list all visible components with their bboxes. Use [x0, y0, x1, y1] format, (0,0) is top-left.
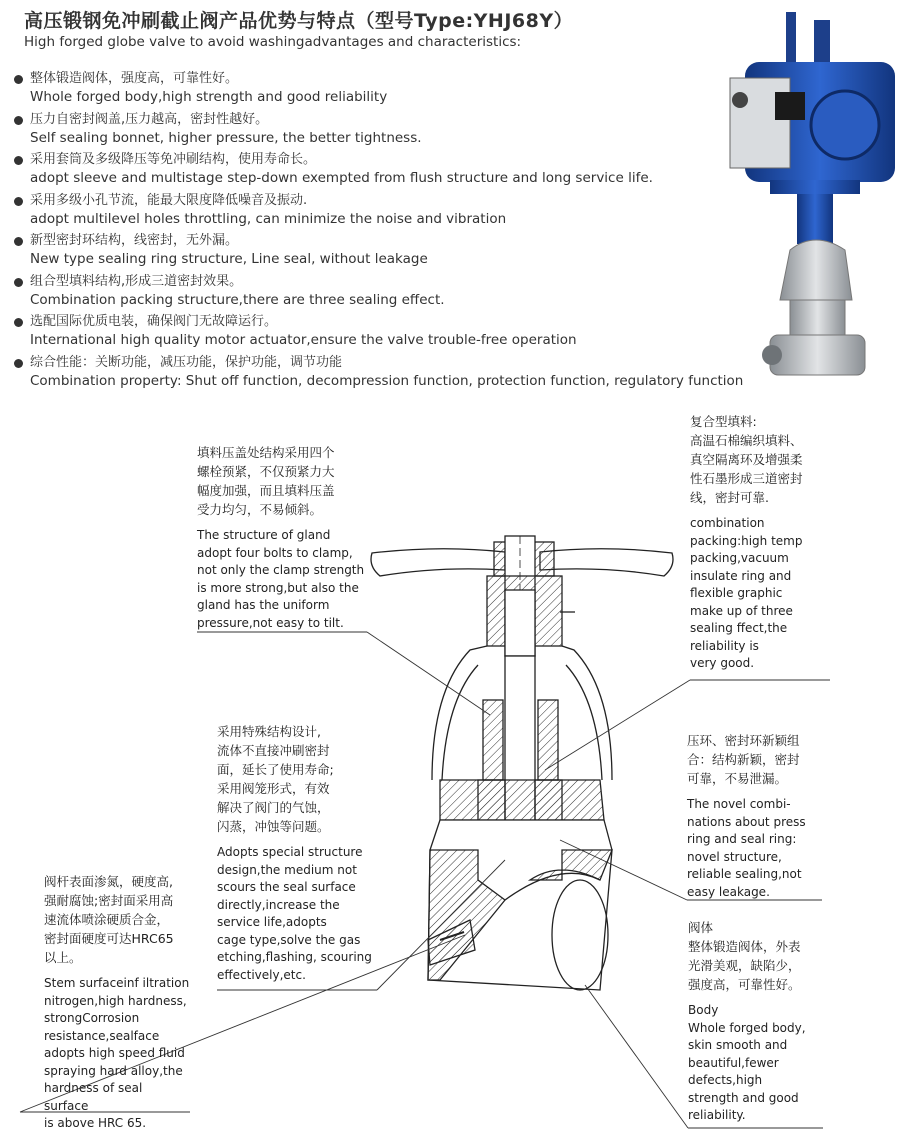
- text-line: 受力均匀，不易倾斜。: [197, 502, 323, 517]
- text-line: spraying hard alloy,the: [44, 1063, 183, 1078]
- text-line: scours the seal surface: [217, 880, 356, 894]
- feature-en: Combination property: Shut off function, decompression function, protection function, regulatory function: [30, 372, 744, 389]
- text-line: 真空隔离环及增强柔: [690, 452, 803, 467]
- text-line: 闪蒸，冲蚀等问题。: [217, 819, 330, 834]
- annotation-press-ring: [687, 731, 822, 901]
- text-line: etching,flashing, scouring: [217, 950, 372, 964]
- text-line: not only the clamp strength: [197, 563, 365, 577]
- text-line: 填料压盖处结构采用四个: [197, 445, 335, 460]
- text-line: The novel combi-: [687, 797, 791, 811]
- text-line: 合：结构新颖，密封: [687, 752, 800, 767]
- text-line: packing,vacuum: [690, 551, 789, 565]
- feature-cn: 压力自密封阀盖,压力越高，密封性越好。: [30, 111, 269, 127]
- text-line: nitrogen,high hardness,: [44, 993, 187, 1008]
- annotation-en: [197, 527, 367, 632]
- annotation-en: [44, 975, 190, 1133]
- text-line: strength and good: [688, 1090, 799, 1105]
- text-line: insulate ring and: [690, 568, 792, 583]
- annotation-cn: [44, 872, 190, 967]
- text-line: resistance,sealface: [44, 1028, 160, 1043]
- valve-cross-section: [371, 536, 673, 990]
- feature-cn: 选配国际优质电装，确保阀门无故障运行。: [30, 314, 278, 329]
- text-line: directly,increase the: [217, 897, 340, 912]
- text-line: easy leakage.: [687, 884, 770, 899]
- annotation-en: [217, 844, 377, 984]
- text-line: 整体锻造阀体，外表: [688, 939, 801, 954]
- feature-en: New type sealing ring structure, Line seal, without leakage: [30, 251, 428, 267]
- feature-en: adopt sleeve and multistage step-down exempted from flush structure and long service life.: [30, 170, 653, 186]
- text-line: reliability.: [688, 1108, 746, 1122]
- feature-cn: 整体锻造阀体，强度高，可靠性好。: [30, 71, 239, 86]
- feature-en: Whole forged body,high strength and good reliability: [30, 89, 388, 105]
- text-line: Whole forged body,: [688, 1020, 806, 1035]
- text-line: 采用阀笼形式，有效: [217, 781, 330, 796]
- text-line: 采用特殊结构设计,: [217, 724, 321, 739]
- text-line: defects,high: [688, 1073, 763, 1087]
- text-line: novel structure,: [687, 849, 782, 864]
- valve-product-photo: [730, 12, 895, 375]
- text-line: The structure of gland: [197, 528, 331, 542]
- feature-en: Self sealing bonnet, higher pressure, the better tightness.: [30, 129, 422, 146]
- annotation-cn: [690, 412, 828, 507]
- feature-cn: 综合性能：关断功能，减压功能，保护功能，调节功能: [30, 354, 343, 370]
- feature-en: International high quality motor actuator,ensure the valve trouble-free operation: [30, 332, 577, 348]
- annotation-body: [688, 918, 823, 1125]
- feature-cn: 新型密封环结构，线密封，无外漏。: [30, 233, 239, 248]
- annotation-gland: [197, 443, 367, 632]
- text-line: effectively,etc.: [217, 967, 306, 982]
- text-line: 密封面硬度可达HRC65: [44, 931, 174, 946]
- text-line: Adopts special structure: [217, 845, 363, 859]
- text-line: combination: [690, 516, 765, 530]
- annotation-en: [688, 1002, 823, 1125]
- text-line: beautiful,fewer: [688, 1055, 779, 1070]
- text-line: packing:high temp: [690, 533, 803, 548]
- text-line: very good.: [690, 656, 755, 670]
- annotation-en: [690, 515, 828, 673]
- text-line: cage type,solve the gas: [217, 932, 361, 947]
- text-line: design,the medium not: [217, 862, 357, 877]
- annotation-packing: [690, 412, 828, 673]
- text-line: nations about press: [687, 814, 806, 829]
- text-line: 阀杆表面渗氮，硬度高,: [44, 874, 173, 889]
- text-line: is above HRC 65.: [44, 1116, 147, 1130]
- text-line: 螺栓预紧，不仅预紧力大: [197, 464, 335, 479]
- text-line: 解决了阀门的气蚀，: [217, 800, 330, 815]
- annotation-cn: [688, 918, 823, 994]
- text-line: 复合型填料:: [690, 414, 757, 429]
- text-line: 强度高，可靠性好。: [688, 977, 801, 992]
- text-line: 压环、密封环新颖组: [687, 733, 800, 748]
- text-line: 强耐腐蚀;密封面采用高: [44, 893, 174, 908]
- text-line: sealing ffect,the: [690, 621, 788, 635]
- text-line: 性石墨形成三道密封: [690, 471, 803, 486]
- page-subtitle: High forged globe valve to avoid washingadvantages and characteristics:: [24, 34, 522, 50]
- text-line: make up of three: [690, 603, 793, 618]
- text-line: pressure,not easy to tilt.: [197, 615, 344, 630]
- text-line: is more strong,but also the: [197, 580, 359, 595]
- text-line: 以上。: [44, 950, 82, 965]
- feature-en: adopt multilevel holes throttling, can minimize the noise and vibration: [30, 210, 507, 227]
- text-line: flexible graphic: [690, 586, 783, 600]
- text-line: 可靠，不易泄漏。: [687, 771, 788, 786]
- text-line: ring and seal ring:: [687, 832, 797, 846]
- text-line: service life,adopts: [217, 915, 327, 929]
- annotation-special-structure: [217, 722, 377, 984]
- text-line: 阀体: [688, 920, 714, 935]
- text-line: gland has the uniform: [197, 598, 330, 612]
- text-line: 线，密封可靠.: [690, 490, 769, 505]
- text-line: Body: [688, 1003, 719, 1017]
- feature-cn: 采用套筒及多级降压等免冲刷结构，使用寿命长。: [30, 152, 317, 167]
- text-line: 光滑美观，缺陷少，: [688, 958, 801, 973]
- feature-cn: 组合型填料结构,形成三道密封效果。: [30, 273, 243, 289]
- page-title: 高压锻钢免冲刷截止阀产品优势与特点（型号Type:YHJ68Y）: [24, 10, 574, 32]
- feature-cn: 采用多级小孔节流，能最大限度降低噪音及振动.: [30, 192, 308, 208]
- text-line: 流体不直接冲刷密封: [217, 743, 330, 758]
- annotation-cn: [197, 443, 367, 519]
- text-line: hardness of seal surface: [44, 1081, 143, 1113]
- text-line: adopt four bolts to clamp,: [197, 545, 353, 560]
- annotation-en: [687, 796, 822, 901]
- text-line: reliability is: [690, 638, 759, 653]
- feature-en: Combination packing structure,there are three sealing effect.: [30, 291, 445, 308]
- text-line: reliable sealing,not: [687, 867, 802, 881]
- text-line: 面，延长了使用寿命;: [217, 762, 334, 777]
- text-line: 高温石棉编织填料、: [690, 433, 803, 448]
- annotation-stem: [44, 872, 190, 1133]
- text-line: Stem surfaceinf iltration: [44, 976, 190, 990]
- text-line: adopts high speed fluid: [44, 1046, 185, 1060]
- annotation-cn: [217, 722, 377, 836]
- text-line: 速流体喷涂硬质合金，: [44, 912, 170, 927]
- text-line: strongCorrosion: [44, 1011, 140, 1025]
- text-line: 幅度加强，而且填料压盖: [197, 483, 335, 498]
- annotation-cn: [687, 731, 822, 788]
- text-line: skin smooth and: [688, 1038, 788, 1052]
